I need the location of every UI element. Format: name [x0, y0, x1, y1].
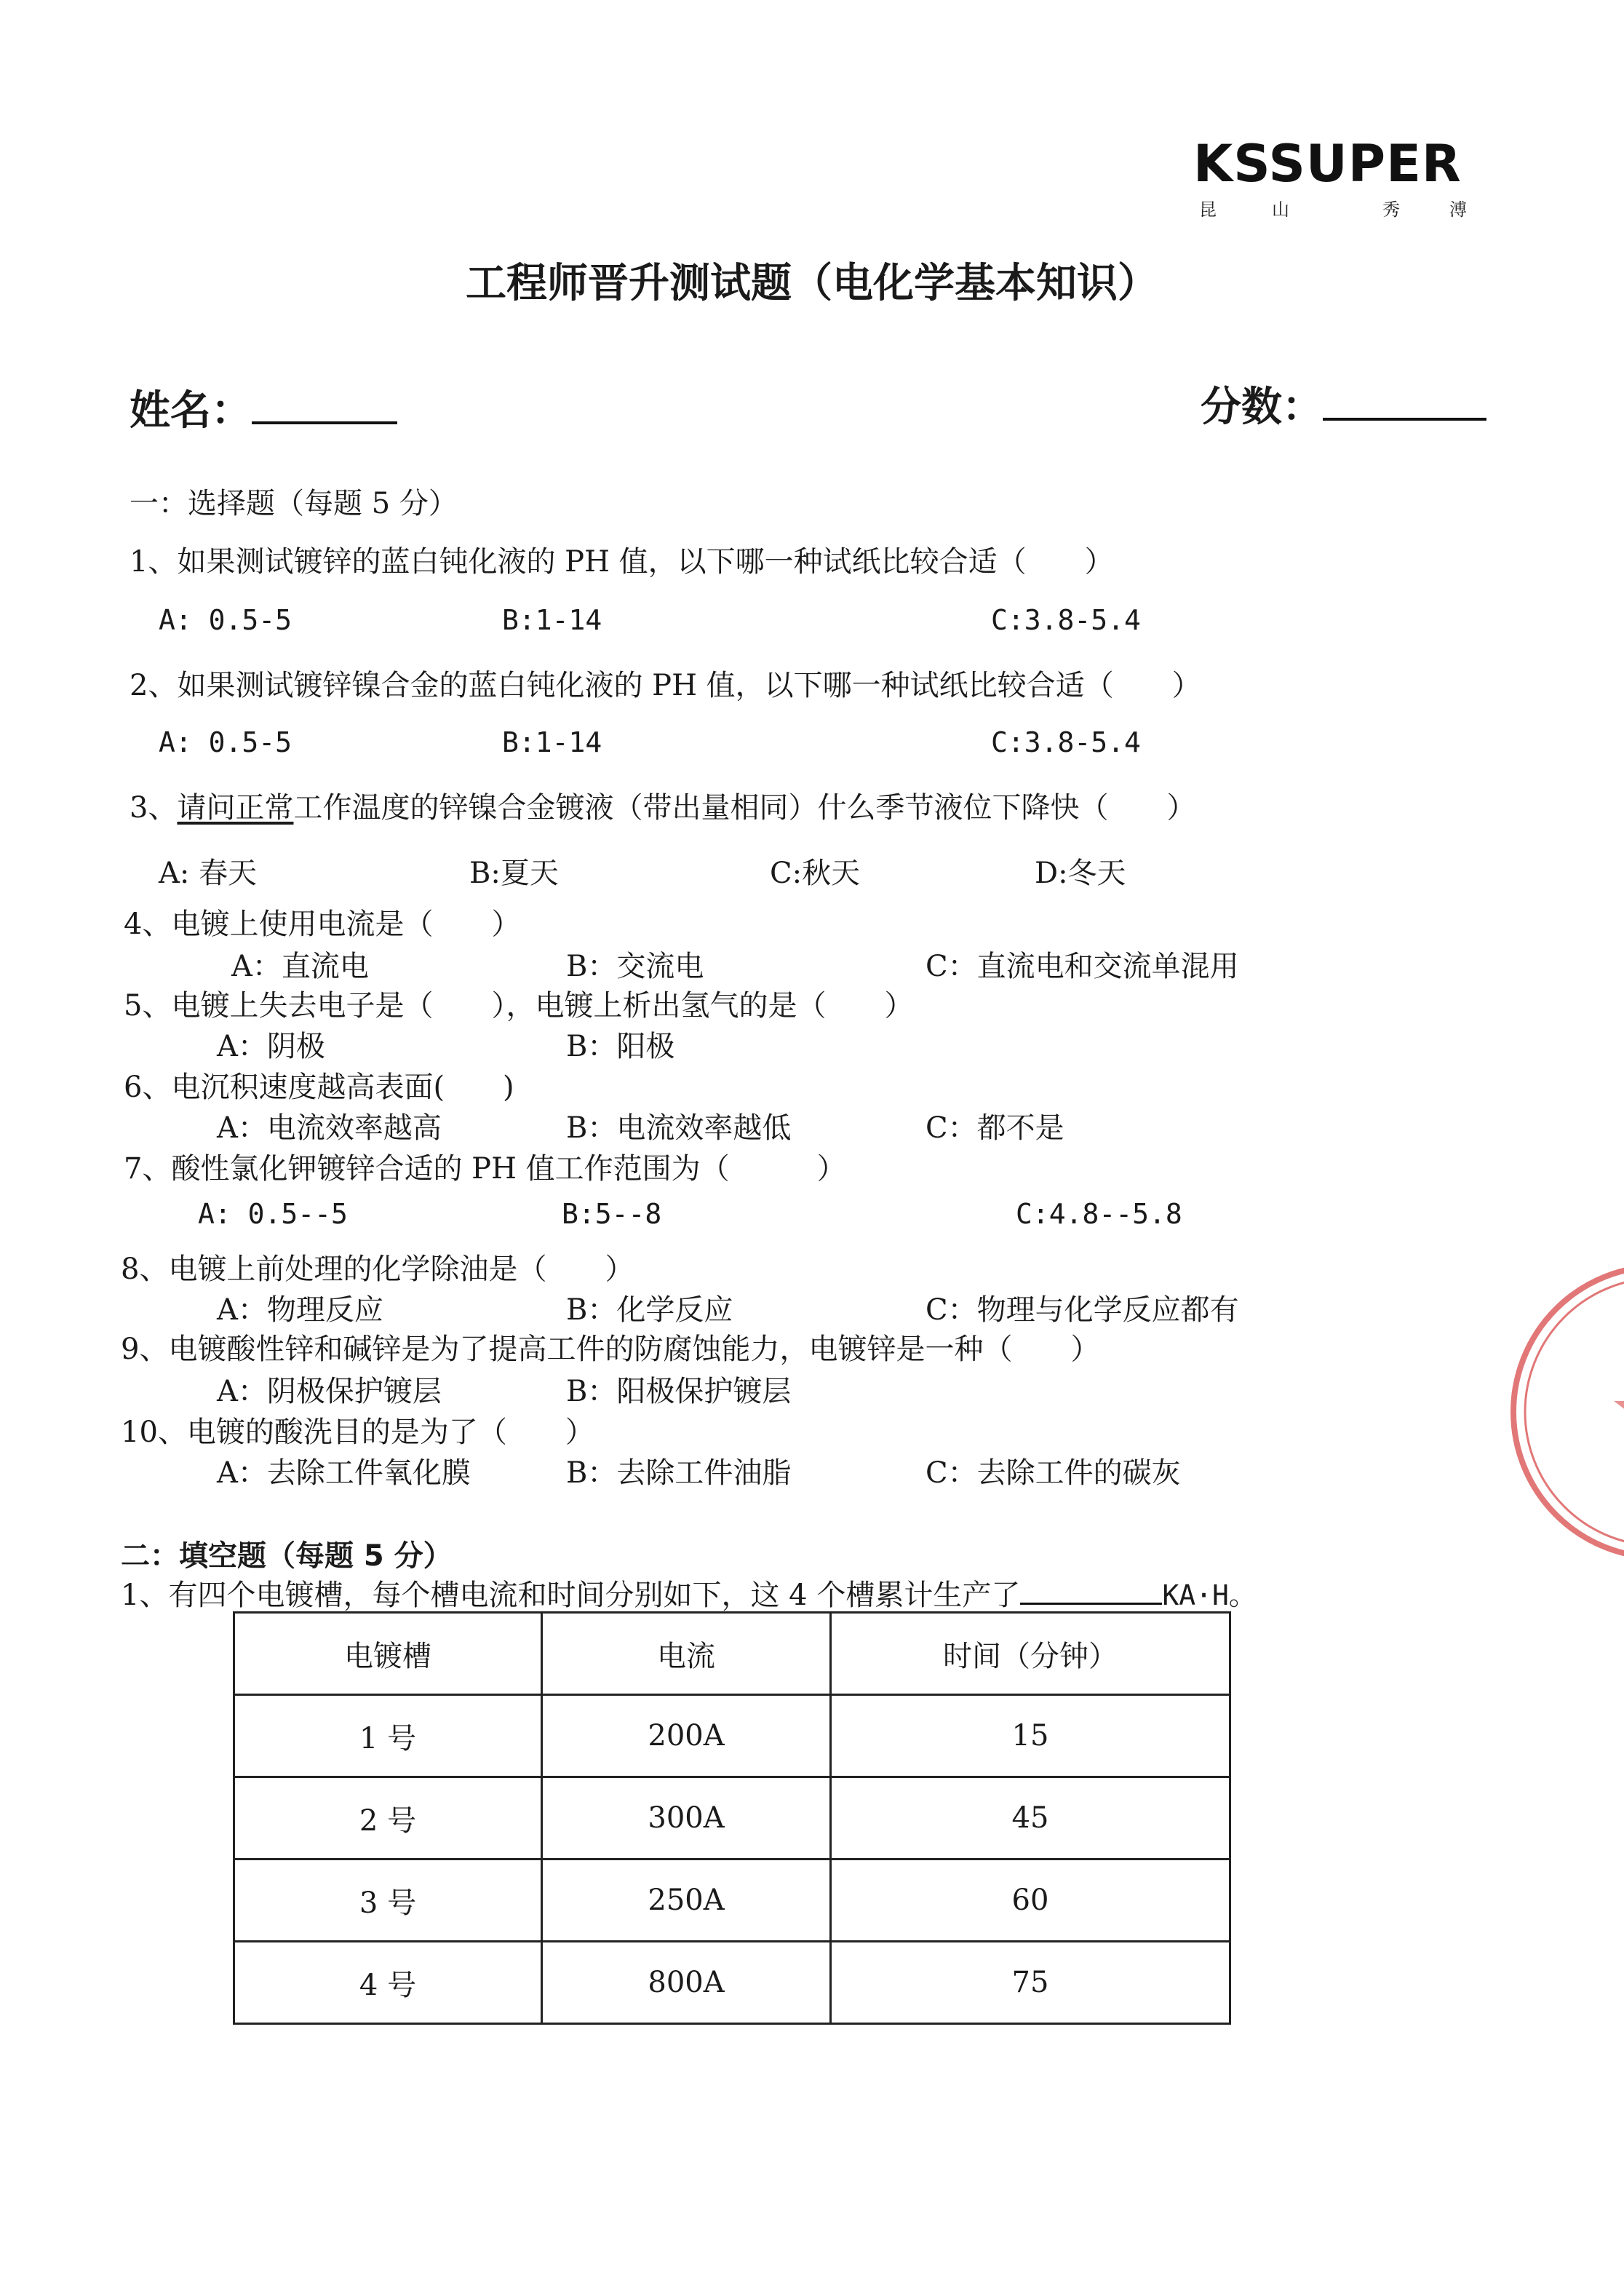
logo-subtitle-char: 秀	[1382, 199, 1400, 220]
table-cell: 3 号	[234, 1860, 542, 1942]
q2-option-c: C:3.8-5.4	[991, 726, 1141, 758]
q8-option-c: C：物理与化学反应都有	[926, 1293, 1239, 1327]
company-stamp	[1484, 1252, 1624, 1572]
score-field	[1201, 375, 1486, 433]
logo-text: KSSUPER	[1193, 134, 1462, 194]
name-label: 姓名：	[130, 387, 252, 434]
q10-option-c: C：去除工件的碳灰	[926, 1456, 1181, 1490]
q6-option-a: A：电流效率越高	[217, 1111, 442, 1145]
table-row	[234, 1860, 1230, 1942]
logo-subtitle-char: 昆	[1199, 199, 1217, 220]
q5-option-a: A：阴极	[217, 1030, 325, 1063]
section1-title: 一：选择题（每题 5 分）	[130, 487, 458, 520]
q9-option-a: A：阴极保护镀层	[217, 1375, 442, 1408]
table-cell: 75	[831, 1942, 1230, 2024]
table-header-cell: 电镀槽	[234, 1613, 542, 1695]
table-header-row	[234, 1613, 1230, 1695]
score-blank[interactable]	[1323, 418, 1486, 421]
question-10: 10、电镀的酸洗目的是为了（ ）	[121, 1416, 594, 1449]
question-8: 8、电镀上前处理的化学除油是（ ）	[121, 1253, 634, 1286]
q1-option-b: B:1-14	[502, 604, 602, 636]
question-2: 2、如果测试镀锌镍合金的蓝白钝化液的 PH 值，以下哪一种试纸比较合适（ ）	[130, 669, 1201, 702]
logo-subtitle-char: 山	[1272, 199, 1289, 220]
company-logo	[1193, 134, 1477, 226]
page-title: 工程师晋升测试题（电化学基本知识）	[466, 260, 1158, 307]
q10-option-b: B：去除工件油脂	[566, 1456, 792, 1490]
name-field	[130, 378, 397, 437]
q5-option-b: B：阳极	[566, 1030, 675, 1063]
q8-option-b: B：化学反应	[566, 1293, 733, 1327]
table-row	[234, 1777, 1230, 1860]
fill-question-1	[121, 1572, 1257, 1614]
q4-option-b: B：交流电	[566, 950, 704, 983]
table-row	[234, 1942, 1230, 2024]
electroplating-table	[233, 1611, 1231, 2025]
question-7: 7、酸性氯化钾镀锌合适的 PH 值工作范围为（ ）	[124, 1152, 846, 1186]
question-5: 5、电镀上失去电子是（ ），电镀上析出氢气的是（ ）	[124, 989, 914, 1023]
table-header-cell: 时间（分钟）	[831, 1613, 1230, 1695]
q6-option-c: C：都不是	[926, 1111, 1064, 1145]
table-cell: 4 号	[234, 1942, 542, 2024]
q3-option-c: C:秋天	[770, 857, 861, 890]
question-6: 6、电沉积速度越高表面( )	[124, 1071, 514, 1104]
score-label: 分数：	[1201, 384, 1323, 431]
q3-prefix: 3、	[130, 791, 178, 825]
table-row	[234, 1695, 1230, 1777]
stamp-seal-icon	[1513, 1266, 1624, 1557]
q2-option-a: A: 0.5-5	[159, 726, 292, 758]
fill-q1-text: 1、有四个电镀槽，每个槽电流和时间分别如下，这 4 个槽累计生产了	[121, 1579, 1021, 1612]
table-cell: 200A	[542, 1695, 831, 1777]
q3-option-d: D:冬天	[1035, 857, 1126, 890]
q4-option-c: C：直流电和交流单混用	[926, 950, 1239, 983]
q4-option-a: A：直流电	[231, 950, 369, 983]
q7-option-c: C:4.8--5.8	[1016, 1198, 1182, 1230]
q7-option-b: B:5--8	[562, 1198, 662, 1230]
q7-option-a: A: 0.5--5	[198, 1198, 348, 1230]
q3-option-a: A: 春天	[159, 857, 258, 890]
logo-subtitle-char: 溥	[1449, 199, 1467, 220]
q3-underlined: 请问正常	[177, 791, 294, 825]
section2-title: 二：填空题（每题 5 分）	[121, 1539, 453, 1573]
question-4: 4、电镀上使用电流是（ ）	[124, 908, 521, 941]
q8-option-a: A：物理反应	[217, 1293, 383, 1327]
table-cell: 2 号	[234, 1777, 542, 1860]
q9-option-b: B：阳极保护镀层	[566, 1375, 792, 1408]
q6-option-b: B：电流效率越低	[566, 1111, 792, 1145]
fill-q1-unit: KA·H。	[1162, 1579, 1257, 1611]
table-cell: 250A	[542, 1860, 831, 1942]
question-9: 9、电镀酸性锌和碱锌是为了提高工件的防腐蚀能力，电镀锌是一种（ ）	[121, 1333, 1100, 1366]
table-cell: 45	[831, 1777, 1230, 1860]
question-3	[130, 785, 1195, 826]
fill-q1-blank[interactable]	[1020, 1603, 1162, 1605]
q3-option-b: B:夏天	[469, 857, 559, 890]
q2-option-b: B:1-14	[502, 726, 602, 758]
table-cell: 800A	[542, 1942, 831, 2024]
table-header-cell: 电流	[542, 1613, 831, 1695]
question-1: 1、如果测试镀锌的蓝白钝化液的 PH 值，以下哪一种试纸比较合适（ ）	[130, 545, 1114, 579]
table-cell: 15	[831, 1695, 1230, 1777]
name-blank[interactable]	[252, 421, 397, 424]
table-cell: 60	[831, 1860, 1230, 1942]
table-cell: 300A	[542, 1777, 831, 1860]
q1-option-a: A: 0.5-5	[159, 604, 292, 636]
q10-option-a: A：去除工件氧化膜	[217, 1456, 471, 1490]
q3-rest: 工作温度的锌镍合金镀液（带出量相同）什么季节液位下降快（ ）	[293, 791, 1196, 825]
q1-option-c: C:3.8-5.4	[991, 604, 1141, 636]
table-cell: 1 号	[234, 1695, 542, 1777]
